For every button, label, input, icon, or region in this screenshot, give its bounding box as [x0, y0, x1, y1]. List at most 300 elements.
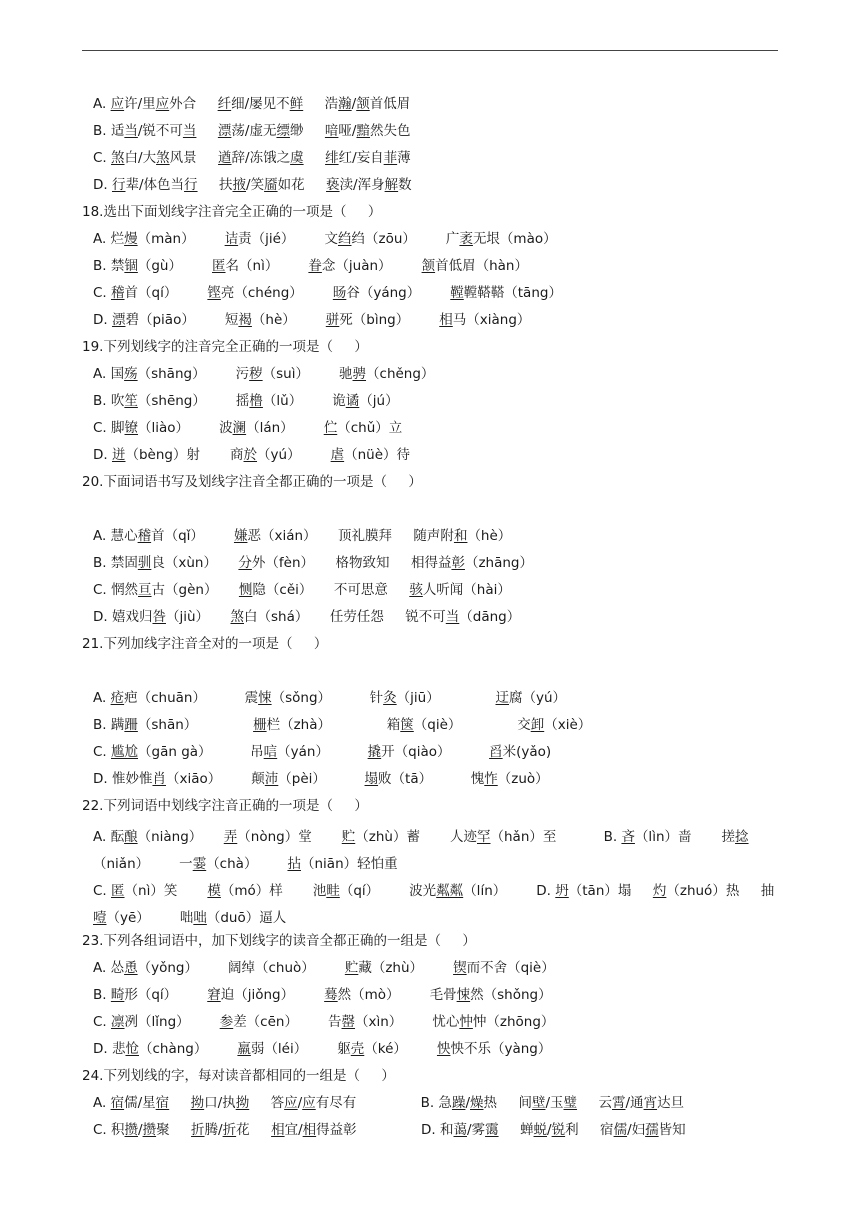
text-segment: 然（mò） 毛骨 [337, 987, 457, 1003]
option-line [93, 95, 410, 113]
underlined-char: 锐 [551, 1122, 566, 1138]
underlined-char: 壁 [531, 1095, 546, 1111]
text-segment: 死（bìng） [339, 312, 440, 328]
underlined-char: 贮 [344, 960, 359, 976]
underlined-char: 驯 [137, 555, 152, 571]
underlined-char: 舀 [489, 744, 503, 760]
underlined-char: 骇 [409, 582, 423, 598]
underlined-char: 骈 [325, 312, 340, 328]
text-segment: 有尽有 B. 急 [315, 1095, 452, 1111]
underlined-char: 撬 [367, 744, 382, 760]
underlined-char: 鲜 [289, 96, 304, 112]
text-segment: 利 宿 [565, 1122, 614, 1138]
option-line [93, 446, 410, 464]
underlined-char: 疮 [110, 690, 125, 706]
text-segment: 碧（piāo） 短 [125, 312, 239, 328]
underlined-char: 罄 [341, 1014, 356, 1030]
text-segment: 藏（zhù） [358, 960, 454, 976]
option-line [93, 1121, 686, 1139]
underlined-char: 肖 [152, 771, 166, 787]
underlined-char: 蔼 [453, 1122, 467, 1138]
underlined-char: 噎 [93, 910, 107, 926]
text-segment: 首低眉（hàn） [435, 258, 528, 274]
text-segment: 古（gèn） [151, 582, 239, 598]
underlined-char: 迂 [495, 690, 509, 706]
underlined-char: 解 [384, 177, 399, 193]
option-line [93, 122, 410, 140]
text-segment: / [547, 1122, 552, 1138]
text-segment: 绉（zōu） 广 [351, 231, 460, 247]
option-line [93, 392, 399, 410]
text-segment: 24.下列划线的字，每对读音都相同的一组是（ ） [82, 1068, 395, 1084]
underlined-char: 漂 [217, 123, 232, 139]
underlined-char: 卸 [530, 717, 545, 733]
text-segment: C. [93, 150, 112, 166]
text-segment: （chěng） [366, 366, 435, 382]
underlined-char: 霄 [612, 1095, 626, 1111]
text-segment: （xiāo） 颠 [165, 771, 265, 787]
text-segment: 23.下列各组词语中，加下划线字的读音全都正确的一组是（ ） [82, 933, 476, 949]
underlined-char: 缥 [276, 123, 290, 139]
text-segment: / [297, 1095, 303, 1111]
underlined-char: 匿 [111, 883, 125, 899]
text-segment: （mó）样 池 [220, 883, 327, 899]
text-segment: 达旦 [657, 1095, 685, 1111]
text-segment: 许/里 [124, 96, 156, 112]
text-segment: 而不舍（qiè） [466, 960, 555, 976]
text-segment: 宜/ [284, 1122, 303, 1138]
text-segment: （qí） 波光 [339, 883, 437, 899]
text-segment: 得益彰 D. 和 [316, 1122, 454, 1138]
text-segment: 然（shǒng） [470, 987, 552, 1003]
underlined-char: 羸 [237, 1041, 251, 1057]
underlined-char: 锢 [124, 258, 138, 274]
underlined-char: 鞺 [450, 285, 464, 301]
text-segment: 扶 [197, 177, 233, 193]
text-segment: B. 吹 [93, 393, 125, 409]
question-line [82, 1067, 395, 1085]
text-segment: 米(yǎo) [502, 744, 552, 760]
text-segment: 细/屡见不 [231, 96, 290, 112]
text-segment: （yǒng） 阔绰（chuò） [137, 960, 345, 976]
underlined-char: 伫 [323, 420, 338, 436]
text-segment: 白（shá） 任劳任怨 锐不可 [244, 609, 446, 625]
text-segment: C. [93, 744, 112, 760]
underlined-char: 捻 [735, 829, 749, 845]
option-line [93, 554, 533, 572]
text-segment: /笑 [246, 177, 265, 193]
underlined-char: 行 [111, 177, 126, 193]
text-segment: 辞/冻饿之 [231, 150, 291, 166]
text-segment: / [138, 1122, 143, 1138]
underlined-char: 秽 [249, 366, 263, 382]
header-rule [82, 50, 778, 51]
text-segment: 马（xiàng） [452, 312, 531, 328]
text-segment: （niàng） [137, 829, 224, 845]
underlined-char: 诘 [224, 231, 239, 247]
underlined-char: 笙 [124, 393, 138, 409]
text-segment: （yú） [257, 447, 331, 463]
text-segment: /雾 [467, 1122, 486, 1138]
text-segment: A. [93, 1095, 111, 1111]
text-segment: 云 [577, 1095, 612, 1111]
text-segment: 儒/星 [124, 1095, 156, 1111]
option-line [93, 176, 412, 194]
text-segment: 形（qí） [124, 987, 208, 1003]
text-segment: 薄 [397, 150, 411, 166]
option-line [93, 1094, 684, 1112]
underlined-char: 忡 [459, 1014, 473, 1030]
text-segment: （lín） D. [463, 883, 556, 899]
underlined-char: 躁 [451, 1095, 466, 1111]
underlined-char: 尴尬 [111, 744, 139, 760]
text-segment: 人听闻（hài） [422, 582, 511, 598]
text-segment: /玉 [545, 1095, 564, 1111]
text-segment: （zhù）蓄 人迹 [355, 829, 477, 845]
underlined-char: 当 [182, 123, 197, 139]
text-segment: A. 怂 [93, 960, 125, 976]
text-segment: （hè） [251, 312, 326, 328]
text-segment: 浩 [303, 96, 339, 112]
option-line [93, 770, 549, 788]
text-segment [196, 96, 217, 112]
text-segment: 哑/ [338, 123, 357, 139]
text-segment: A. 国 [93, 366, 125, 382]
text-segment: 弱（léi） 躯 [250, 1041, 351, 1057]
text-segment: 22.下列词语中划线字注音正确的一项是（ ） [82, 798, 368, 814]
text-segment: B. 适 [93, 123, 125, 139]
underlined-char: 虞 [290, 150, 304, 166]
question-line [82, 338, 368, 356]
question-line [82, 635, 327, 653]
underlined-char: 相 [302, 1122, 317, 1138]
text-segment: （duō）逼人 [206, 910, 287, 926]
underlined-char: 霎 [192, 856, 207, 872]
underlined-char: 怏 [436, 1041, 451, 1057]
text-segment: 答 [249, 1095, 285, 1111]
underlined-char: 粼粼 [436, 883, 464, 899]
text-segment: （shāng） 污 [137, 366, 250, 382]
text-segment: （hè） [467, 528, 512, 544]
underlined-char: 拗 [235, 1095, 250, 1111]
underlined-char: 攒 [142, 1122, 157, 1138]
underlined-char: 褐 [238, 312, 252, 328]
text-segment: 外合 [169, 96, 197, 112]
text-segment: C. 脚 [93, 420, 125, 436]
option-line [93, 149, 411, 167]
underlined-char: 灸 [383, 690, 397, 706]
underlined-char: 喑 [324, 123, 339, 139]
underlined-char: 吝 [621, 829, 635, 845]
text-segment: 首低眉 [369, 96, 411, 112]
underlined-char: 恿 [124, 960, 138, 976]
text-segment: （yē） 咄 [106, 910, 194, 926]
text-segment [169, 1095, 190, 1111]
underlined-char: 煞 [230, 609, 244, 625]
underlined-char: 灼 [652, 883, 667, 899]
text-segment: （tān）塌 [568, 883, 653, 899]
underlined-char: 旸 [332, 285, 347, 301]
option-line [93, 959, 555, 977]
text-segment: （sǒng） 针 [271, 690, 384, 706]
text-segment: 谷（yáng） [346, 285, 451, 301]
underlined-char: 应 [284, 1095, 298, 1111]
underlined-char: 煞 [156, 150, 170, 166]
text-segment: （yán） [277, 744, 368, 760]
underlined-char: 箧 [400, 717, 414, 733]
question-line [82, 473, 422, 491]
text-segment: /通 [625, 1095, 644, 1111]
text-segment: A. 烂 [93, 231, 125, 247]
text-segment: （zhuó）热 抽 [666, 883, 775, 899]
underlined-char: 纤 [217, 96, 232, 112]
underlined-char: 宿 [110, 1095, 125, 1111]
text-segment: （gù） [137, 258, 213, 274]
text-segment: （gān gà） 吊 [138, 744, 264, 760]
text-segment: （nüè）待 [344, 447, 411, 463]
underlined-char: 怆 [125, 1041, 139, 1057]
option-line [93, 419, 402, 437]
underlined-char: 相 [271, 1122, 285, 1138]
option-line [93, 1013, 554, 1031]
option-line [93, 1040, 551, 1058]
underlined-char: 凛 [111, 1014, 125, 1030]
text-segment: 辈/体色当 [125, 177, 185, 193]
text-segment: 亮（chéng） [220, 285, 333, 301]
text-segment: （xiè） [544, 717, 592, 733]
text-segment: 皆知 [658, 1122, 686, 1138]
text-segment: （jú） [359, 393, 399, 409]
underlined-char: 澜 [232, 420, 247, 436]
option-line [93, 365, 434, 383]
text-segment: （ké） [364, 1041, 437, 1057]
underlined-char: 宵 [643, 1095, 658, 1111]
text-segment [196, 123, 217, 139]
text-segment: A. 酝 [93, 829, 125, 845]
underlined-char: 畸 [110, 987, 125, 1003]
text-segment: D. [93, 312, 112, 328]
text-segment: （nì）笑 [124, 883, 208, 899]
text-segment: D. 惟妙惟 [93, 771, 153, 787]
text-segment: （pèi） [278, 771, 365, 787]
text-segment: （zhāng） [464, 555, 533, 571]
text-segment: （chǔ）立 [337, 420, 403, 436]
text-segment: 名（nì） [225, 258, 309, 274]
text-segment: / [351, 96, 357, 112]
underlined-char: 参 [219, 1014, 234, 1030]
option-line [93, 311, 530, 329]
text-segment: （hǎn）至 B. [490, 829, 622, 845]
text-segment: 败（tā） 愧 [378, 771, 485, 787]
underlined-char: 分 [238, 555, 252, 571]
underlined-char: 菲 [383, 150, 398, 166]
text-segment: 风景 [169, 150, 219, 166]
text-segment: 20.下面词语书写及划线字注音全都正确的一项是（ ） [82, 474, 422, 490]
text-segment: 忡（zhōng） [472, 1014, 555, 1030]
text-segment: C. [93, 1014, 112, 1030]
text-segment: 腾/ [204, 1122, 223, 1138]
underlined-char: 稽 [137, 528, 152, 544]
text-segment: 首（qí） [124, 285, 208, 301]
underlined-char: 唁 [263, 744, 278, 760]
text-segment: B. 禁 [93, 258, 125, 274]
underlined-char: 蜕 [533, 1122, 548, 1138]
text-segment: （suì） 驰 [262, 366, 353, 382]
option-line [93, 284, 562, 302]
underlined-char: 燥 [470, 1095, 484, 1111]
underlined-char: 沛 [264, 771, 279, 787]
text-segment: 腐（yú） [509, 690, 567, 706]
question-line [82, 797, 368, 815]
text-segment: 外（fèn） 格物致知 相得益 [251, 555, 452, 571]
underlined-char: 壳 [350, 1041, 365, 1057]
option-line [93, 824, 778, 878]
underlined-char: 谲 [345, 393, 360, 409]
underlined-char: 怍 [484, 771, 498, 787]
text-segment: 19.下列划线字的注音完全正确的一项是（ ） [82, 339, 368, 355]
option-line [93, 743, 551, 761]
underlined-char: 应 [302, 1095, 316, 1111]
underlined-char: 相 [439, 312, 453, 328]
underlined-char: 亘 [138, 582, 152, 598]
text-segment: （liào） 波 [138, 420, 233, 436]
text-segment: / [465, 1095, 470, 1111]
option-line [93, 230, 557, 248]
underlined-char: 模 [207, 883, 221, 899]
text-segment: 21.下列加线字注音全对的一项是（ ） [82, 636, 328, 652]
underlined-char: 铿 [207, 285, 221, 301]
text-segment: 恶（xián） 顶礼膜拜 随声附 [247, 528, 454, 544]
text-segment: 花 [236, 1122, 272, 1138]
text-segment: 栏（zhà） 箱 [266, 717, 401, 733]
underlined-char: 颔 [421, 258, 436, 274]
text-segment: D. 嬉戏归 [93, 609, 153, 625]
underlined-char: 眷 [308, 258, 322, 274]
underlined-char: 行 [184, 177, 198, 193]
underlined-char: 弄 [223, 829, 238, 845]
text-segment: （qiè） 交 [413, 717, 531, 733]
underlined-char: 殇 [124, 366, 138, 382]
text-segment: （lǔ） 诡 [262, 393, 346, 409]
underlined-char: 嫌 [233, 528, 248, 544]
underlined-char: 熳 [124, 231, 138, 247]
text-segment: （niǎn） 一 [93, 856, 193, 872]
text-segment: 责（jié） 文 [238, 231, 338, 247]
text-segment: A. [93, 690, 111, 706]
text-segment: 荡/虚无 [231, 123, 277, 139]
underlined-char: 亵 [326, 177, 340, 193]
underlined-char: 迸 [111, 447, 126, 463]
underlined-char: 橹 [249, 393, 263, 409]
underlined-char: 蓦 [324, 987, 338, 1003]
underlined-char: 靥 [264, 177, 278, 193]
text-segment: 冽（lǐng） [124, 1014, 220, 1030]
underlined-char: 孺 [645, 1122, 659, 1138]
text-segment: B. 蹒 [93, 717, 125, 733]
text-segment: 18.选出下面划线字注音完全正确的一项是（ ） [82, 204, 382, 220]
underlined-char: 悚 [456, 987, 471, 1003]
text-segment: 口/执 [204, 1095, 236, 1111]
text-segment: C. 惘然 [93, 582, 139, 598]
underlined-char: 於 [243, 447, 258, 463]
underlined-char: 袤 [459, 231, 473, 247]
option-line [93, 716, 591, 734]
underlined-char: 煞 [111, 150, 125, 166]
underlined-char: 当 [445, 609, 460, 625]
option-line [93, 689, 566, 707]
underlined-char: 攒 [124, 1122, 139, 1138]
text-segment: /妇 [627, 1122, 646, 1138]
text-segment: D. [93, 177, 112, 193]
underlined-char: 畦 [326, 883, 340, 899]
text-segment: （zuò） [497, 771, 549, 787]
underlined-char: 匿 [212, 258, 226, 274]
text-segment: 热 间 [483, 1095, 532, 1111]
text-segment: （jiū） [396, 690, 496, 706]
underlined-char: 彰 [451, 555, 465, 571]
text-segment: 红/妄自 [338, 150, 384, 166]
text-segment: 鞺鞳鞳（tāng） [463, 285, 562, 301]
option-line [93, 878, 778, 932]
text-segment: A. [93, 96, 111, 112]
text-segment: 差（cēn） 告 [233, 1014, 342, 1030]
text-segment: 渎/浑身 [339, 177, 385, 193]
text-segment: 隐（cěi） 不可思意 [252, 582, 410, 598]
underlined-char: 窘 [207, 987, 221, 1003]
option-line [93, 527, 511, 545]
text-segment: C. [93, 285, 112, 301]
underlined-char: 拗 [190, 1095, 205, 1111]
text-segment: 首（qǐ） [151, 528, 234, 544]
text-segment: （shēng） 摇 [137, 393, 250, 409]
text-segment: 迫（jiǒng） [220, 987, 325, 1003]
text-segment: 蝉 [498, 1122, 534, 1138]
text-segment: （shān） [137, 717, 254, 733]
underlined-char: 漂 [111, 312, 126, 328]
underlined-char: 掖 [232, 177, 247, 193]
text-segment: A. 慧心 [93, 528, 138, 544]
underlined-char: 折 [222, 1122, 237, 1138]
underlined-char: 骋 [352, 366, 367, 382]
underlined-char: 璧 [563, 1095, 578, 1111]
underlined-char: 跚 [124, 717, 138, 733]
underlined-char: 贮 [341, 829, 356, 845]
text-segment: 无垠（mào） [472, 231, 557, 247]
text-segment: 白/大 [124, 150, 157, 166]
text-segment: （xìn） 忧心 [355, 1014, 460, 1030]
underlined-char: 黯 [356, 123, 370, 139]
underlined-char: 悚 [258, 690, 272, 706]
text-segment: （màn） [137, 231, 225, 247]
text-segment: C. 积 [93, 1122, 125, 1138]
underlined-char: 虐 [330, 447, 345, 463]
text-segment: 疤（chuān） 震 [124, 690, 259, 706]
text-segment: （lán） [246, 420, 324, 436]
text-segment: （nòng）堂 [237, 829, 342, 845]
text-segment: 聚 [156, 1122, 192, 1138]
underlined-char: 咎 [152, 609, 166, 625]
underlined-char: 拈 [287, 856, 301, 872]
underlined-char: 栅 [253, 717, 267, 733]
text-segment: B. 禁固 [93, 555, 138, 571]
text-segment: （chà） [206, 856, 288, 872]
underlined-char: 应 [110, 96, 125, 112]
text-segment: 缈 [289, 123, 325, 139]
text-segment: 良（xùn） [151, 555, 239, 571]
underlined-char: 霭 [485, 1122, 499, 1138]
option-line [93, 608, 520, 626]
text-segment: D. [93, 447, 112, 463]
